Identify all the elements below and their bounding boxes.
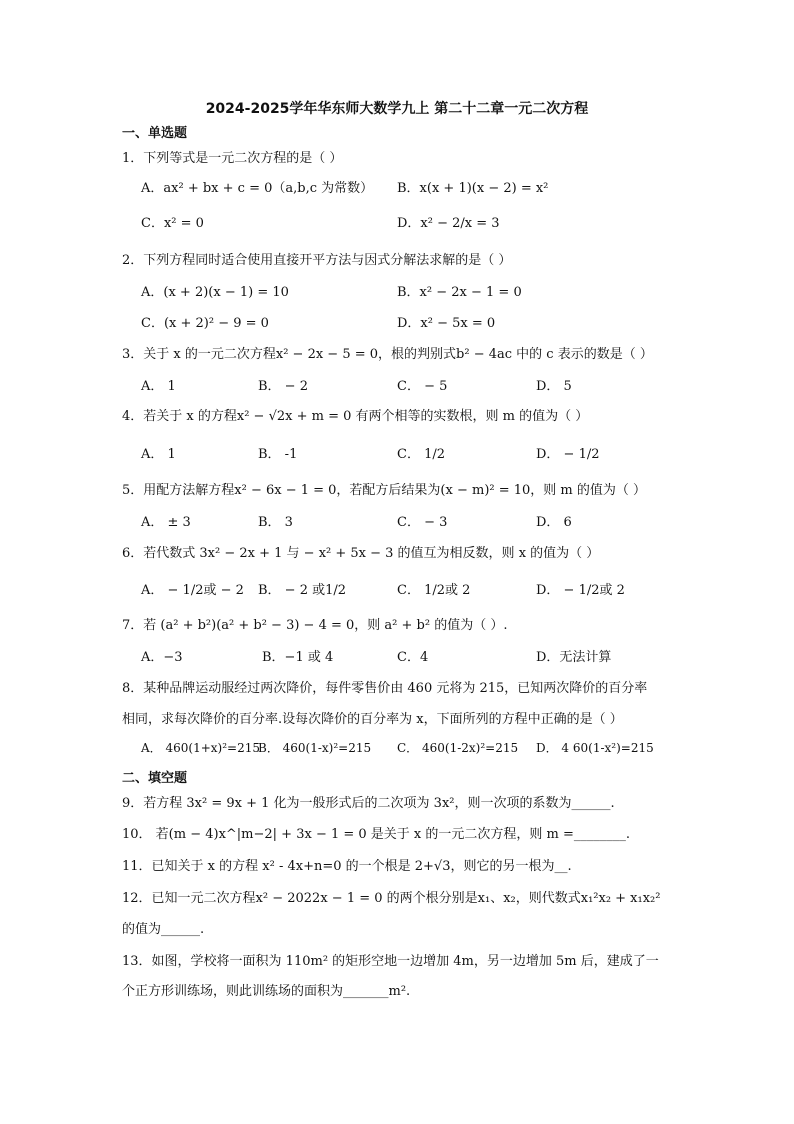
question-13-line-1: 13．如图，学校将一面积为 110m² 的矩形空地一边增加 4m，另一边增加 5m 后，建成了一 xyxy=(122,954,659,969)
question-4-option-a: A． 1 xyxy=(141,447,176,462)
section-heading-single-choice: 一、单选题 xyxy=(122,126,188,141)
question-5-option-d: D． 6 xyxy=(536,515,572,530)
question-8-stem-line-1: 8．某种品牌运动服经过两次降价，每件零售价由 460 元将为 215，已知两次降价的百分率 xyxy=(122,681,648,696)
question-8-option-d: D． 4 60(1-x²)=215 xyxy=(536,741,654,755)
question-7-option-b: B．−1 或 4 xyxy=(262,650,334,665)
question-6-option-d: D． − 1/2或 2 xyxy=(536,583,625,598)
question-7-option-a: A．−3 xyxy=(141,650,183,665)
question-7-option-c: C．4 xyxy=(397,650,429,665)
question-1-option-b: B．x(x + 1)(x − 2) = x² xyxy=(397,181,549,196)
question-2-option-b: B．x² − 2x − 1 = 0 xyxy=(397,285,522,300)
question-2-option-a: A．(x + 2)(x − 1) = 10 xyxy=(141,285,289,300)
section-heading-fill-blank: 二、填空题 xyxy=(122,771,188,786)
question-3-option-d: D． 5 xyxy=(536,379,572,394)
question-4-option-d: D． − 1/2 xyxy=(536,447,600,462)
question-4-option-b: B． -1 xyxy=(258,447,298,462)
question-4-option-c: C． 1/2 xyxy=(397,447,446,462)
question-6-option-c: C． 1/2或 2 xyxy=(397,583,471,598)
question-10: 10． 若(m − 4)x^|m−2| + 3x − 1 = 0 是关于 x 的一元二次方程，则 m =________. xyxy=(122,827,631,842)
question-1-option-c: C．x² = 0 xyxy=(141,216,204,231)
question-7-option-d: D．无法计算 xyxy=(536,650,612,665)
question-11: 11．已知关于 x 的方程 x² - 4x+n=0 的一个根是 2+√3，则它的另一根为__. xyxy=(122,859,572,874)
page-title: 2024-2025学年华东师大数学九上 第二十二章一元二次方程 xyxy=(205,101,589,117)
question-1-stem: 1．下列等式是一元二次方程的是（ ） xyxy=(122,151,343,166)
question-12-line-1: 12．已知一元二次方程x² − 2022x − 1 = 0 的两个根分别是x₁、x₂，则代数式x₁²x₂ + x₁x₂² xyxy=(122,891,661,906)
question-5-option-c: C． − 3 xyxy=(397,515,448,530)
question-1-option-d: D．x² − 2/x = 3 xyxy=(397,216,500,231)
question-2-stem: 2．下列方程同时适合使用直接开平方法与因式分解法求解的是（ ） xyxy=(122,253,512,268)
question-5-stem: 5．用配方法解方程x² − 6x − 1 = 0，若配方后结果为(x − m)² = 10，则 m 的值为（ ） xyxy=(122,483,647,498)
question-5-option-b: B． 3 xyxy=(258,515,293,530)
question-6-option-b: B． − 2 或1/2 xyxy=(258,583,347,598)
question-6-option-a: A． − 1/2或 − 2 xyxy=(141,583,244,598)
question-3-option-b: B． − 2 xyxy=(258,379,308,394)
question-6-stem: 6．若代数式 3x² − 2x + 1 与 − x² + 5x − 3 的值互为相反数，则 x 的值为（ ） xyxy=(122,546,600,561)
question-3-stem: 3．关于 x 的一元二次方程x² − 2x − 5 = 0，根的判别式b² − 4ac 中的 c 表示的数是（ ） xyxy=(122,347,653,362)
question-13-line-2: 个正方形训练场，则此训练场的面积为_______m². xyxy=(122,984,411,999)
question-2-option-d: D．x² − 5x = 0 xyxy=(397,316,496,331)
question-8-option-a: A． 460(1+x)²=215 xyxy=(141,741,260,755)
question-4-stem: 4．若关于 x 的方程x² − √2x + m = 0 有两个相等的实数根，则 m 的值为（ ） xyxy=(122,409,589,424)
question-3-option-a: A． 1 xyxy=(141,379,176,394)
question-8-stem-line-2: 相同，求每次降价的百分率.设每次降价的百分率为 x，下面所列的方程中正确的是（ ） xyxy=(122,712,623,727)
question-3-option-c: C． − 5 xyxy=(397,379,448,394)
question-5-option-a: A． ± 3 xyxy=(141,515,191,530)
question-8-option-c: C． 460(1-2x)²=215 xyxy=(397,741,519,755)
question-2-option-c: C．(x + 2)² − 9 = 0 xyxy=(141,316,269,331)
question-9: 9．若方程 3x² = 9x + 1 化为一般形式后的二次项为 3x²，则一次项的系数为______. xyxy=(122,796,615,811)
question-7-stem: 7．若 (a² + b²)(a² + b² − 3) − 4 = 0，则 a² + b² 的值为（ ）. xyxy=(122,618,508,633)
question-12-line-2: 的值为______. xyxy=(122,922,205,937)
question-1-option-a: A．ax² + bx + c = 0（a,b,c 为常数） xyxy=(141,181,374,196)
question-8-option-b: B． 460(1-x)²=215 xyxy=(258,741,372,755)
